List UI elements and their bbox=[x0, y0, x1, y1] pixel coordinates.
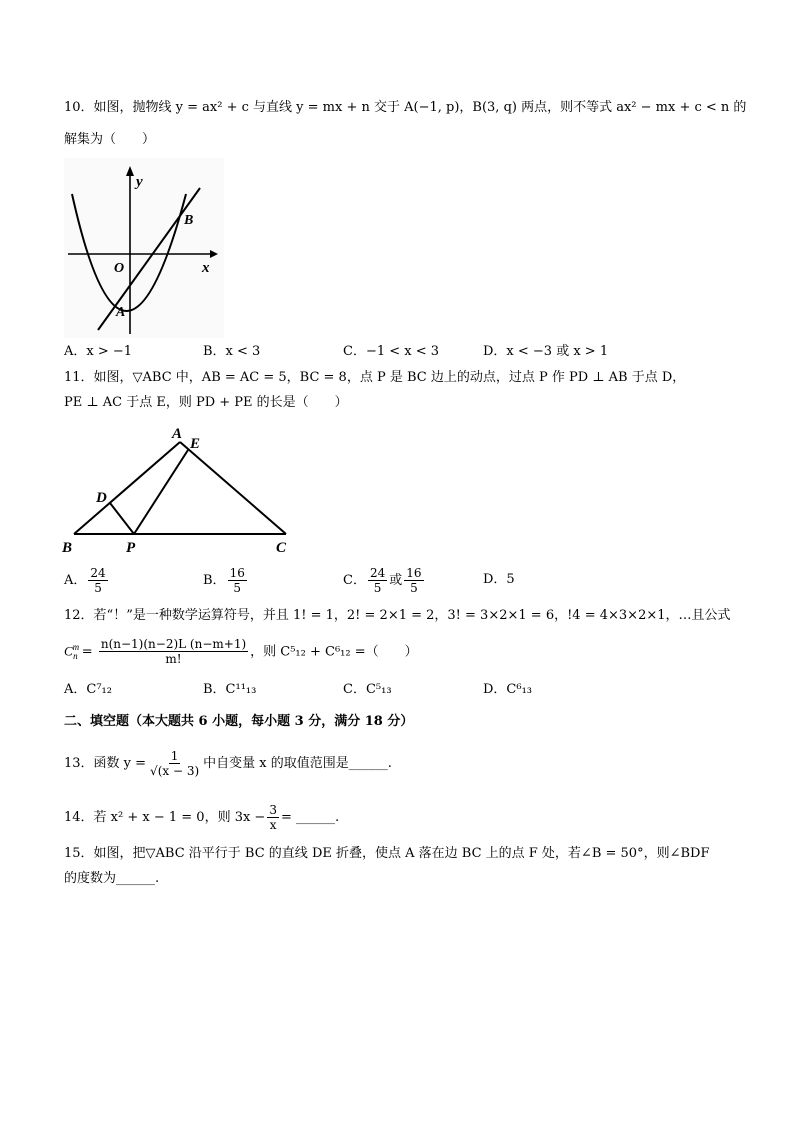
q12-option-d: D．C⁶₁₃ bbox=[483, 682, 533, 697]
q10-option-b: B．x < 3 bbox=[203, 344, 261, 359]
q12-option-b: B．C¹¹₁₃ bbox=[203, 682, 257, 697]
q11-option-a: A． $\frac{24}{5}$ bbox=[64, 566, 106, 595]
vertex-c-label: C bbox=[276, 540, 287, 556]
q12-formula-line: $C^m_n$ = $\frac{n(n-1)(n-2)L (n-m+1)}{m!}$ ，则 C⁵₁₂ + C⁶₁₂ =（ ） bbox=[64, 637, 418, 667]
q12-option-c: C．C⁵₁₃ bbox=[343, 682, 392, 697]
q10-option-d: D．x < −3 或 x > 1 bbox=[483, 344, 609, 359]
vertex-d-label: D bbox=[96, 490, 107, 506]
q10-option-c: C．−1 < x < 3 bbox=[343, 344, 440, 359]
vertex-b-label: B bbox=[62, 540, 73, 556]
vertex-p-label: P bbox=[126, 540, 136, 556]
q14-line: 14．若 x² + x − 1 = 0，则 3x − $\frac{3}{x}$ = ______. bbox=[64, 803, 340, 832]
x-label: x bbox=[202, 260, 210, 276]
point-a-label: A bbox=[116, 305, 126, 320]
q11-option-d: D．5 bbox=[483, 572, 515, 587]
q15-stem-line2: 的度数为______. bbox=[64, 871, 160, 886]
q11-option-b: B． $\frac{16}{5}$ bbox=[203, 566, 245, 595]
q10-stem-line2: 解集为（ ） bbox=[64, 132, 156, 147]
q12-option-a: A．C⁷₁₂ bbox=[64, 682, 112, 697]
q13-line: 13．函数 y = $\frac{1}{√(x - 3)}$ 中自变量 x 的取值范围是______. bbox=[64, 749, 392, 778]
origin-label: O bbox=[114, 261, 125, 276]
q11-stem-line1: 11．如图，▽ABC 中，AB = AC = 5，BC = 8，点 P 是 BC 边上的动点，过点 P 作 PD ⊥ AB 于点 D， bbox=[64, 370, 686, 385]
vertex-a-label: A bbox=[172, 426, 183, 442]
point-b-label: B bbox=[184, 213, 194, 228]
q10-option-a: A．x > −1 bbox=[64, 344, 133, 359]
vertex-e-label: E bbox=[190, 436, 201, 452]
q11-option-c: C． $\frac{24}{5}$ 或 $\frac{16}{5}$ bbox=[343, 566, 422, 595]
q10-stem-line1: 10．如图，抛物线 y = ax² + c 与直线 y = mx + n 交于 A(−1, p)，B(3, q) 两点，则不等式 ax² − mx + c < n 的 bbox=[64, 100, 747, 115]
y-label: y bbox=[136, 174, 143, 190]
section2-heading: 二、填空题（本大题共 6 小题，每小题 3 分，满分 18 分） bbox=[64, 714, 414, 729]
q12-stem-line1: 12．若“！”是一种数学运算符号，并且 1! = 1，2! = 2×1 = 2，3! = 3×2×1 = 6，!4 = 4×3×2×1，…且公式 bbox=[64, 608, 731, 623]
q10-parabola-figure bbox=[64, 158, 224, 338]
q15-stem-line1: 15．如图，把▽ABC 沿平行于 BC 的直线 DE 折叠，使点 A 落在边 BC 上的点 F 处，若∠B = 50°，则∠BDF bbox=[64, 846, 710, 861]
q11-triangle-figure bbox=[60, 420, 300, 560]
q11-stem-line2: PE ⊥ AC 于点 E，则 PD + PE 的长是（ ） bbox=[64, 395, 348, 410]
